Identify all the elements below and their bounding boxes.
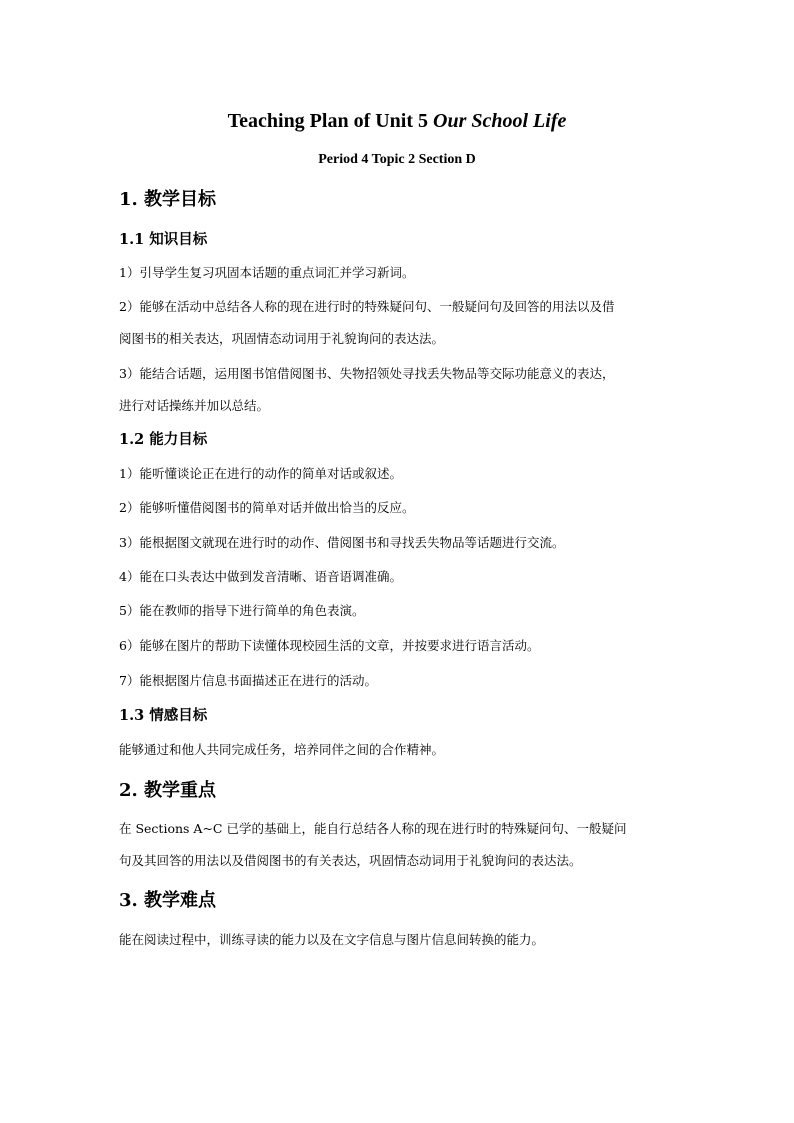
section-heading-objectives: 1. 教学目标 <box>119 189 217 210</box>
subsection-heading-emotion: 1.3 情感目标 <box>119 707 208 724</box>
paragraph-line: 进行对话操练并加以总结。 <box>119 398 270 413</box>
paragraph-line: 阅图书的相关表达，巩固情态动词用于礼貌询问的表达法。 <box>119 331 445 346</box>
paragraph-line: 2）能够听懂借阅图书的简单对话并做出恰当的反应。 <box>119 500 415 515</box>
paragraph-line: 句及其回答的用法以及借阅图书的有关表达，巩固情态动词用于礼貌询问的表达法。 <box>119 853 582 868</box>
paragraph-line: 2）能够在活动中总结各人称的现在进行时的特殊疑问句、一般疑问句及回答的用法以及借 <box>119 299 615 314</box>
paragraph-line: 3）能结合话题，运用图书馆借阅图书、失物招领处寻找丢失物品等交际功能意义的表达， <box>119 366 615 381</box>
subsection-heading-knowledge: 1.1 知识目标 <box>119 231 208 248</box>
paragraph-line: 1）引导学生复习巩固本话题的重点词汇并学习新词。 <box>119 265 415 280</box>
paragraph-line: 7）能根据图片信息书面描述正在进行的活动。 <box>119 673 377 688</box>
section-heading-key-points: 2. 教学重点 <box>119 780 217 801</box>
document-title <box>0 108 794 134</box>
section-heading-difficulties: 3. 教学难点 <box>119 890 217 911</box>
document-subtitle: Period 4 Topic 2 Section D <box>318 152 476 167</box>
paragraph-line: 3）能根据图文就现在进行时的动作、借阅图书和寻找丢失物品等话题进行交流。 <box>119 535 565 550</box>
paragraph-line: 4）能在口头表达中做到发音清晰、语音语调准确。 <box>119 569 402 584</box>
title-unit-name: Our School Life <box>433 110 567 132</box>
paragraph-line: 能在阅读过程中，训练寻读的能力以及在文字信息与图片信息间转换的能力。 <box>119 932 545 947</box>
paragraph-line: 1）能听懂谈论正在进行的动作的简单对话或叙述。 <box>119 466 402 481</box>
paragraph-line: 在 Sections A~C 已学的基础上，能自行总结各人称的现在进行时的特殊疑问句、一般疑问 <box>119 821 627 836</box>
title-main: Teaching Plan of Unit 5 <box>227 110 434 132</box>
paragraph-line: 能够通过和他人共同完成任务，培养同伴之间的合作精神。 <box>119 742 445 757</box>
paragraph-line: 6）能够在图片的帮助下读懂体现校园生活的文章，并按要求进行语言活动。 <box>119 638 540 653</box>
paragraph-line: 5）能在教师的指导下进行简单的角色表演。 <box>119 603 365 618</box>
subsection-heading-ability: 1.2 能力目标 <box>119 431 208 448</box>
